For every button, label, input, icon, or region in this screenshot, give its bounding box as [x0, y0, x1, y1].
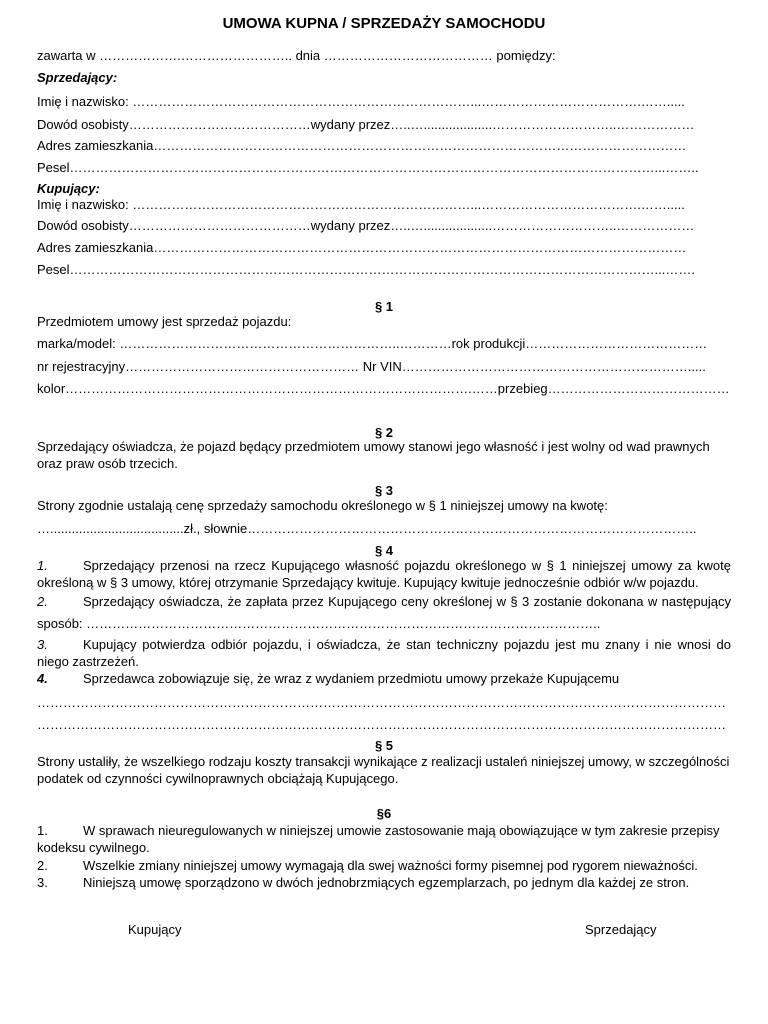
- section-4-item-1-text: Sprzedający przenosi na rzecz Kupującego własność pojazdu określonego w § 1 niniejszej umowy za kwotę określoną w § 3 umowy, której otrzymanie Sprzedający kwituje. Kupujący kwituje jednocześnie odbiór w/w pojazdu.: [37, 558, 731, 590]
- section-4-item-1-number: 1.: [37, 558, 48, 573]
- section-6-heading: §6: [376, 806, 392, 821]
- section-6-item-1-text: W sprawach nieuregulowanych w niniejszej umowie zastosowanie mają obowiązujące w tym zakresie przepisy kodeksu cywilnego.: [37, 823, 720, 855]
- buyer-label: Kupujący:: [37, 181, 100, 196]
- section-5-heading: § 5: [374, 738, 394, 753]
- section-4-item-2-number: 2.: [37, 594, 48, 609]
- seller-label: Sprzedający:: [37, 70, 118, 85]
- document-title: UMOWA KUPNA / SPRZEDAŻY SAMOCHODU: [222, 15, 546, 32]
- seller-name-line: Imię i nazwisko: ……………………………………………………………………...……………………………….…….....: [37, 94, 685, 109]
- section-1-intro: Przedmiotem umowy jest sprzedaż pojazdu:: [37, 314, 292, 329]
- section-6-item-1: [37, 822, 731, 856]
- handover-blank-line-1: ……………………………………………………………………………………………………………………………………………: [37, 695, 726, 710]
- section-4-item-2-text: Sprzedający oświadcza, że zapłata przez Kupującego ceny określonej w § 3 zostanie dokonana w następujący sposób: ………………………………………………………………………………………………………..: [37, 594, 731, 631]
- section-6-item-2-text: Wszelkie zmiany niniejszej umowy wymagają dla swej ważności formy pisemnej pod rygorem nieważności.: [83, 858, 698, 873]
- buyer-signature-label: Kupujący: [128, 922, 182, 937]
- section-2-text: Sprzedający oświadcza, że pojazd będący przedmiotem umowy stanowi jego własność i jest wolny od wad prawnych oraz praw osób trzecich.: [37, 439, 710, 471]
- section-5-text: Strony ustaliły, że wszelkiego rodzaju koszty transakcji wynikające z realizacji ustaleń niniejszej umowy, w szczególności podatek od czynności cywilnoprawnych obciążają Kupującego.: [37, 754, 730, 786]
- vehicle-registration-line: nr rejestracyjny……………………………………………… Nr VIN………………………………………………………….....: [37, 359, 706, 374]
- section-3-heading: § 3: [374, 483, 394, 498]
- vehicle-make-line: marka/model: ………………………………………………………..…………rok produkcji……………………………………: [37, 336, 708, 351]
- section-6-item-1-number: 1.: [37, 823, 48, 838]
- buyer-name-line: Imię i nazwisko: ……………………………………………………………………...……………………………….…….....: [37, 197, 685, 212]
- section-6-item-2-number: 2.: [37, 858, 48, 873]
- section-4-item-2: [37, 591, 731, 635]
- section-3-text: Strony zgodnie ustalają cenę sprzedaży samochodu określonego w § 1 niniejszej umowy na kwotę:: [37, 498, 608, 513]
- section-6-item-3-text: Niniejszą umowę sporządzono w dwóch jednobrzmiących egzemplarzach, po jednym dla każdej ze stron.: [83, 875, 690, 890]
- seller-signature-label: Sprzedający: [585, 922, 657, 937]
- section-6-item-3-number: 3.: [37, 875, 48, 890]
- buyer-id-line: Dowód osobisty……………………………………wydany przez…..…...................………………………..………………: [37, 218, 695, 233]
- section-6-item-2: [37, 857, 731, 874]
- place-date-line: zawarta w ……………….…………………….. dnia ………………………………… pomiędzy:: [37, 48, 556, 63]
- handover-blank-line-2: ……………………………………………………………………………………………………………………………………………: [37, 717, 726, 732]
- section-4-item-1: [37, 557, 731, 591]
- seller-pesel-line: Pesel………………………………………………………………………………………………………………………...……..: [37, 160, 699, 175]
- buyer-address-line: Adres zamieszkania……………………………………………………………………………………………………………: [37, 240, 687, 255]
- section-6-item-3: [37, 874, 731, 891]
- price-amount-line: ….....................................zł., słownie…………………………………………………………………………………………..: [37, 521, 697, 536]
- section-2-heading: § 2: [374, 425, 394, 440]
- section-4-item-4-number: 4.: [37, 671, 48, 686]
- section-4-item-3-number: 3.: [37, 637, 48, 652]
- vehicle-color-line: kolor………………………………………………………………………………….……przebieg……………………………………: [37, 381, 730, 396]
- section-1-heading: § 1: [374, 299, 394, 314]
- seller-id-line: Dowód osobisty……………………………………wydany przez…..…...................………………………..………………: [37, 117, 695, 132]
- section-4-item-4-text: Sprzedawca zobowiązuje się, że wraz z wydaniem przedmiotu umowy przekaże Kupującemu: [83, 671, 620, 686]
- section-4-item-3: [37, 636, 731, 670]
- seller-address-line: Adres zamieszkania……………………………………………………………………………………………………………: [37, 138, 687, 153]
- section-4-heading: § 4: [374, 543, 394, 558]
- section-4-item-4: [37, 670, 731, 687]
- buyer-pesel-line: Pesel………………………………………………………………………………………………………………………...…….: [37, 262, 695, 277]
- section-4-item-3-text: Kupujący potwierdza odbiór pojazdu, i oświadcza, że stan techniczny pojazdu jest mu znany i nie wnosi do niego zastrzeżeń.: [37, 637, 731, 669]
